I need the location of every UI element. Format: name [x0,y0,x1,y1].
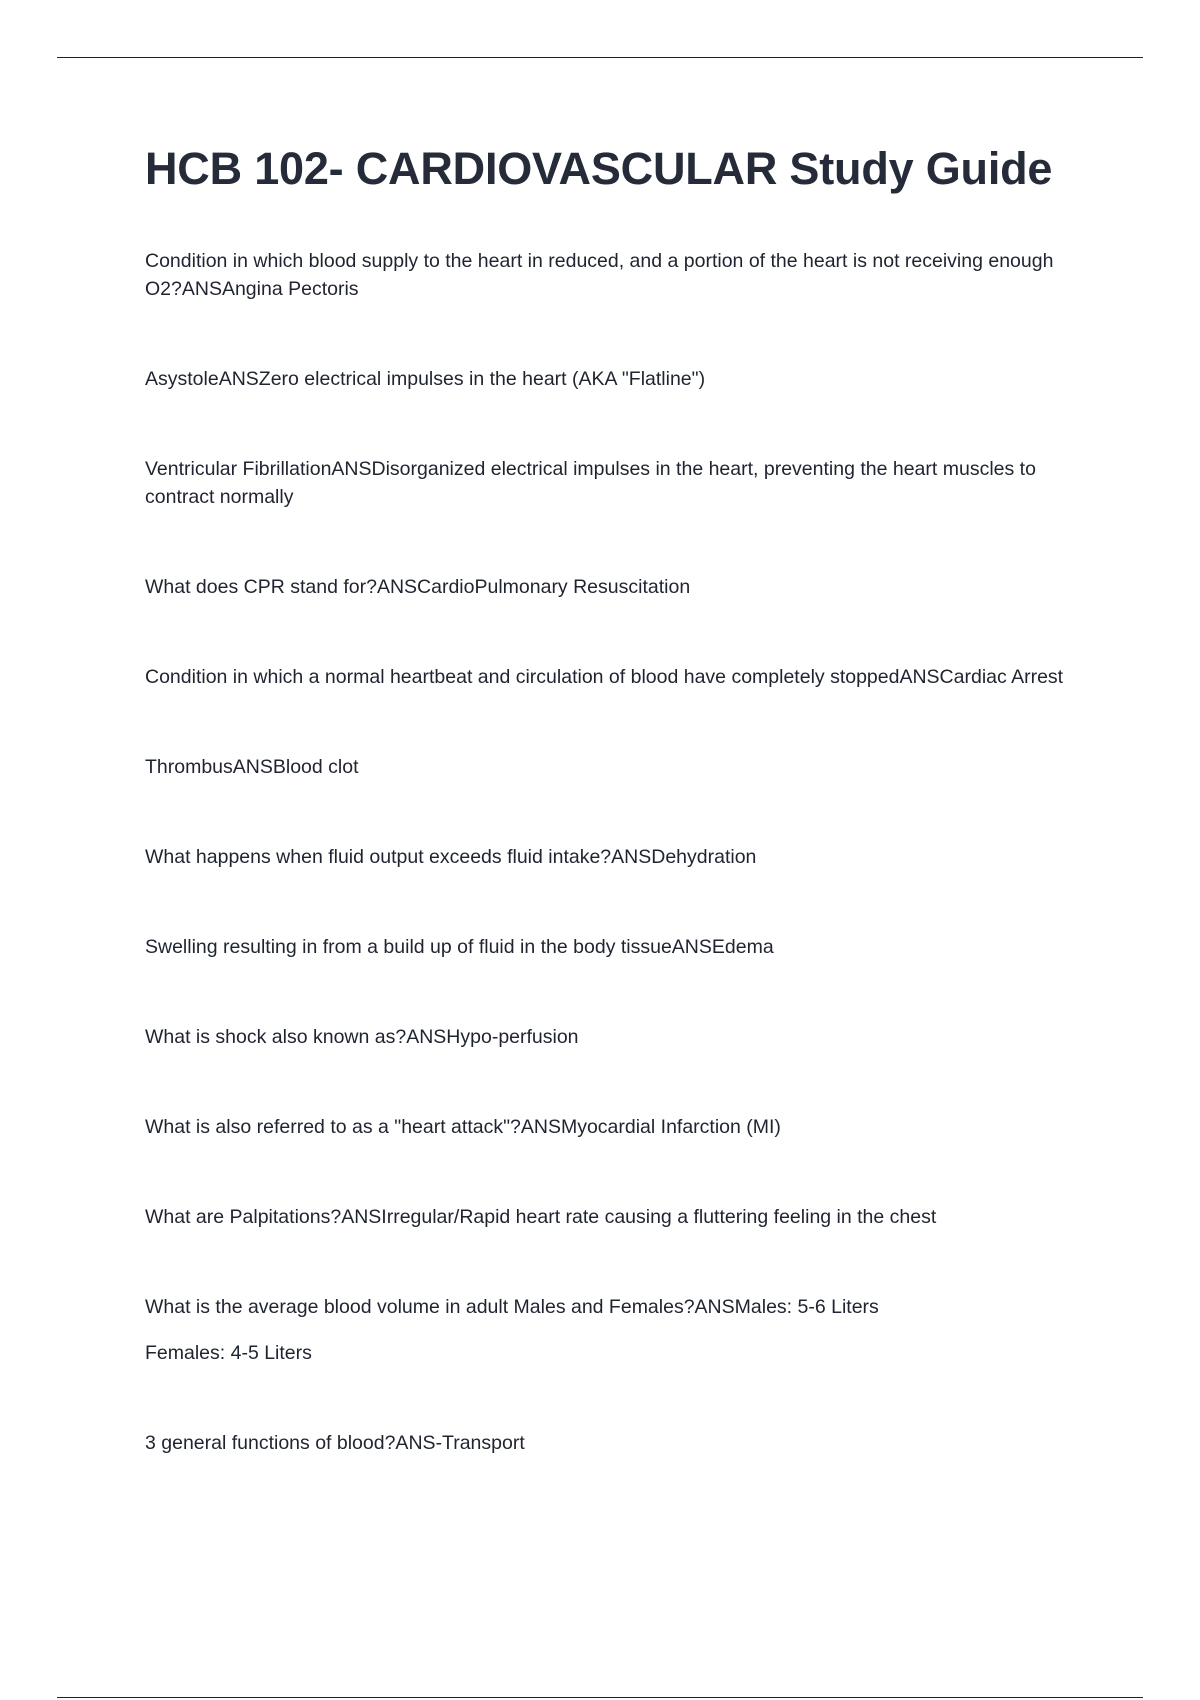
qa-text: Females: 4-5 Liters [145,1342,312,1364]
qa-entry [145,1203,1065,1231]
qa-entry [145,663,1065,691]
document-title: HCB 102- CARDIOVASCULAR Study Guide [145,143,1053,194]
qa-entry [145,753,1065,781]
qa-text: What is shock also known as?ANSHypo-perfusion [145,1026,579,1048]
qa-entry [145,247,1065,303]
qa-text: What does CPR stand for?ANSCardioPulmonary Resuscitation [145,576,691,598]
qa-text: What happens when fluid output exceeds fluid intake?ANSDehydration [145,846,757,868]
qa-text: ThrombusANSBlood clot [145,756,359,778]
qa-text: Condition in which blood supply to the heart in reduced, and a portion of the heart is not receiving enough O2?ANSAngina Pectoris [145,250,1054,300]
qa-text: Swelling resulting in from a build up of fluid in the body tissueANSEdema [145,936,774,958]
qa-text: Ventricular FibrillationANSDisorganized electrical impulses in the heart, preventing the heart muscles to contract normally [145,458,1036,508]
qa-text: What is also referred to as a "heart attack"?ANSMyocardial Infarction (MI) [145,1116,781,1138]
document-body [145,140,1065,1519]
qa-text: What is the average blood volume in adult Males and Females?ANSMales: 5-6 Liters [145,1296,879,1318]
qa-entry [145,1023,1065,1051]
qa-entry [145,843,1065,871]
qa-entry [145,1293,1065,1367]
qa-entry [145,455,1065,511]
qa-text: Condition in which a normal heartbeat and circulation of blood have completely stoppedANSCardiac Arrest [145,666,1064,688]
bottom-divider [57,1697,1143,1698]
qa-text: 3 general functions of blood?ANS-Transport [145,1432,525,1454]
qa-entry [145,365,1065,393]
qa-entry [145,1113,1065,1141]
qa-list [145,247,1065,1457]
qa-entry [145,1429,1065,1457]
qa-entry [145,573,1065,601]
qa-entry [145,933,1065,961]
qa-text: AsystoleANSZero electrical impulses in the heart (AKA "Flatline") [145,368,706,390]
top-divider [57,57,1143,58]
qa-text: What are Palpitations?ANSIrregular/Rapid heart rate causing a fluttering feeling in the chest [145,1206,937,1228]
